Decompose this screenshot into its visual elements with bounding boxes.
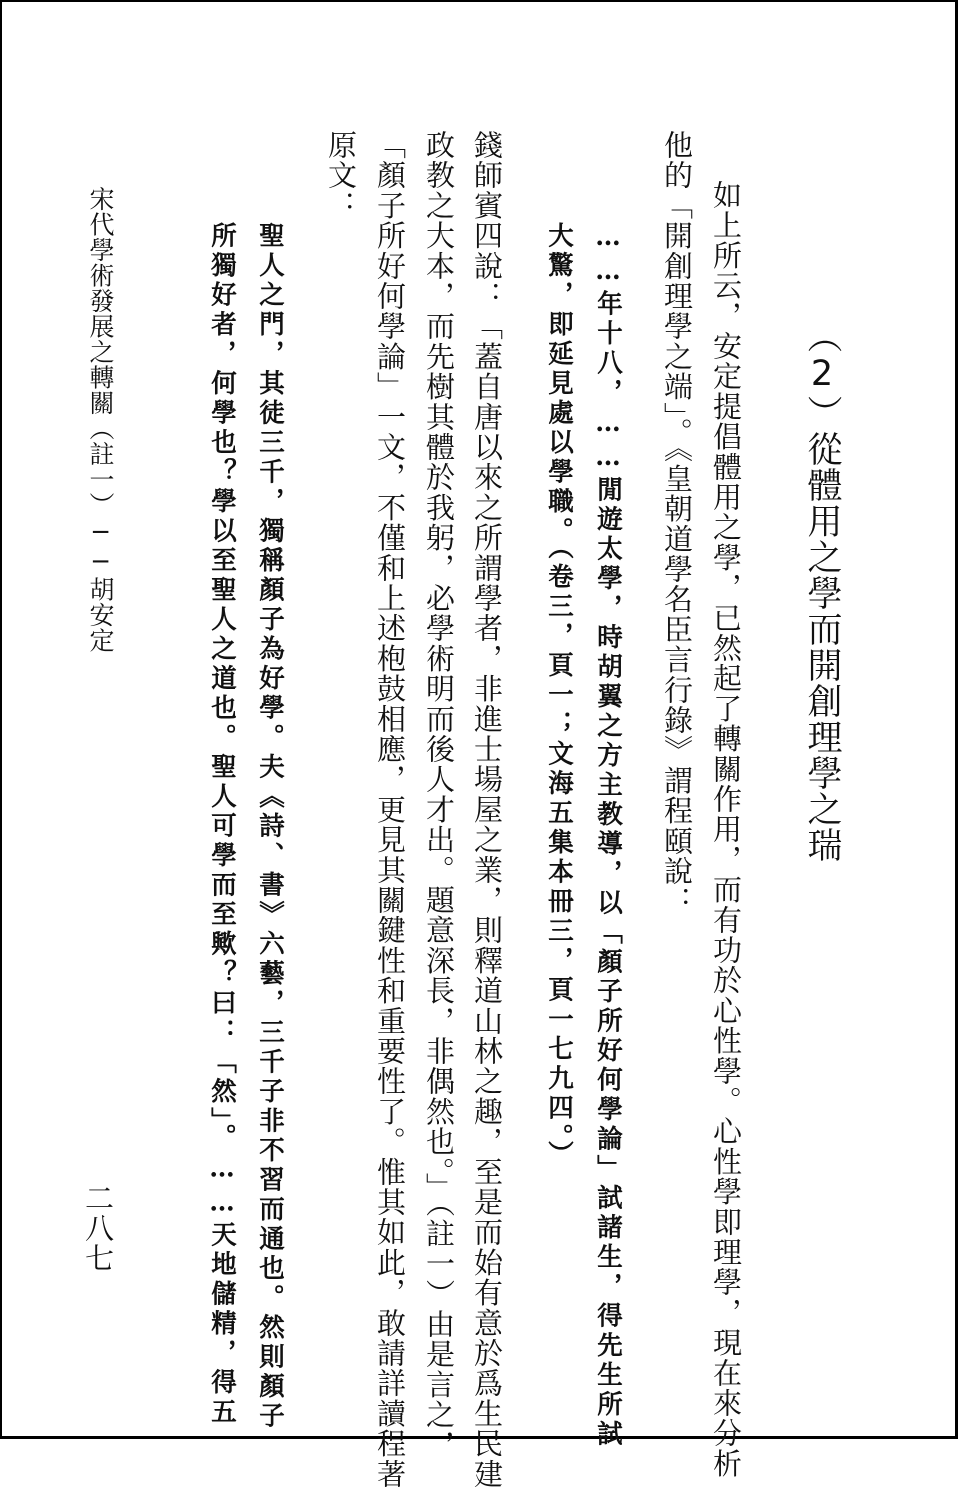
quote-2-line-2: 所獨好者，何學也？學以至聖人之道也。聖人可學而至歟？曰：「然」。……天地儲精，得五 [207,222,237,1428]
quote-1-line-2: 大驚，即延見處以學職。（卷三，頁一；文海五集本冊三，頁一七九四。） [544,222,574,1170]
section-heading: （2）從體用之學而開創理學之瑞 [802,318,842,863]
paragraph-1-line-2: 他的「開創理學之端」。《皇朝道學名臣言行錄》謂程頤說： [660,130,694,917]
page-border-top [0,0,958,2]
page-border-left [0,0,2,1439]
paragraph-2-line-4: 原文： [324,130,358,221]
paragraph-1-line-1: 如上所云，安定提倡體用之學，已然起了轉關作用，而有功於心性學。心性學即理學，現在來分析 [709,180,743,1479]
paragraph-2-line-3: 「顏子所好何學論」一文，不僅和上述枹鼓相應，更見其關鍵性和重要性了。惟其如此，敢請詳讀程著 [373,130,407,1489]
quote-1-line-1: ……年十八，……閒遊太學，時胡翼之方主教導，以「顏子所好何學論」試諸生，得先生所試 [593,222,623,1450]
paragraph-2-line-1: 錢師賓四說：「蓋自唐以來之所謂學者，非進士場屋之業，則釋道山林之趣，至是而始有意於爲生民建 [470,130,504,1489]
running-footer-title: 宋代學術發展之轉關（註一）──胡安定 [86,186,115,653]
page-number: 二八七 [81,1183,115,1273]
paragraph-2-line-2: 政教之大本，而先樹其體於我躬，必學術明而後人才出。題意深長，非偶然也。」（註一）由是言之， [422,130,456,1460]
quote-2-line-1: 聖人之門，其徒三千，獨稱顏子為好學。夫《詩、書》六藝，三千子非不習而通也。然則顏子 [255,222,285,1432]
